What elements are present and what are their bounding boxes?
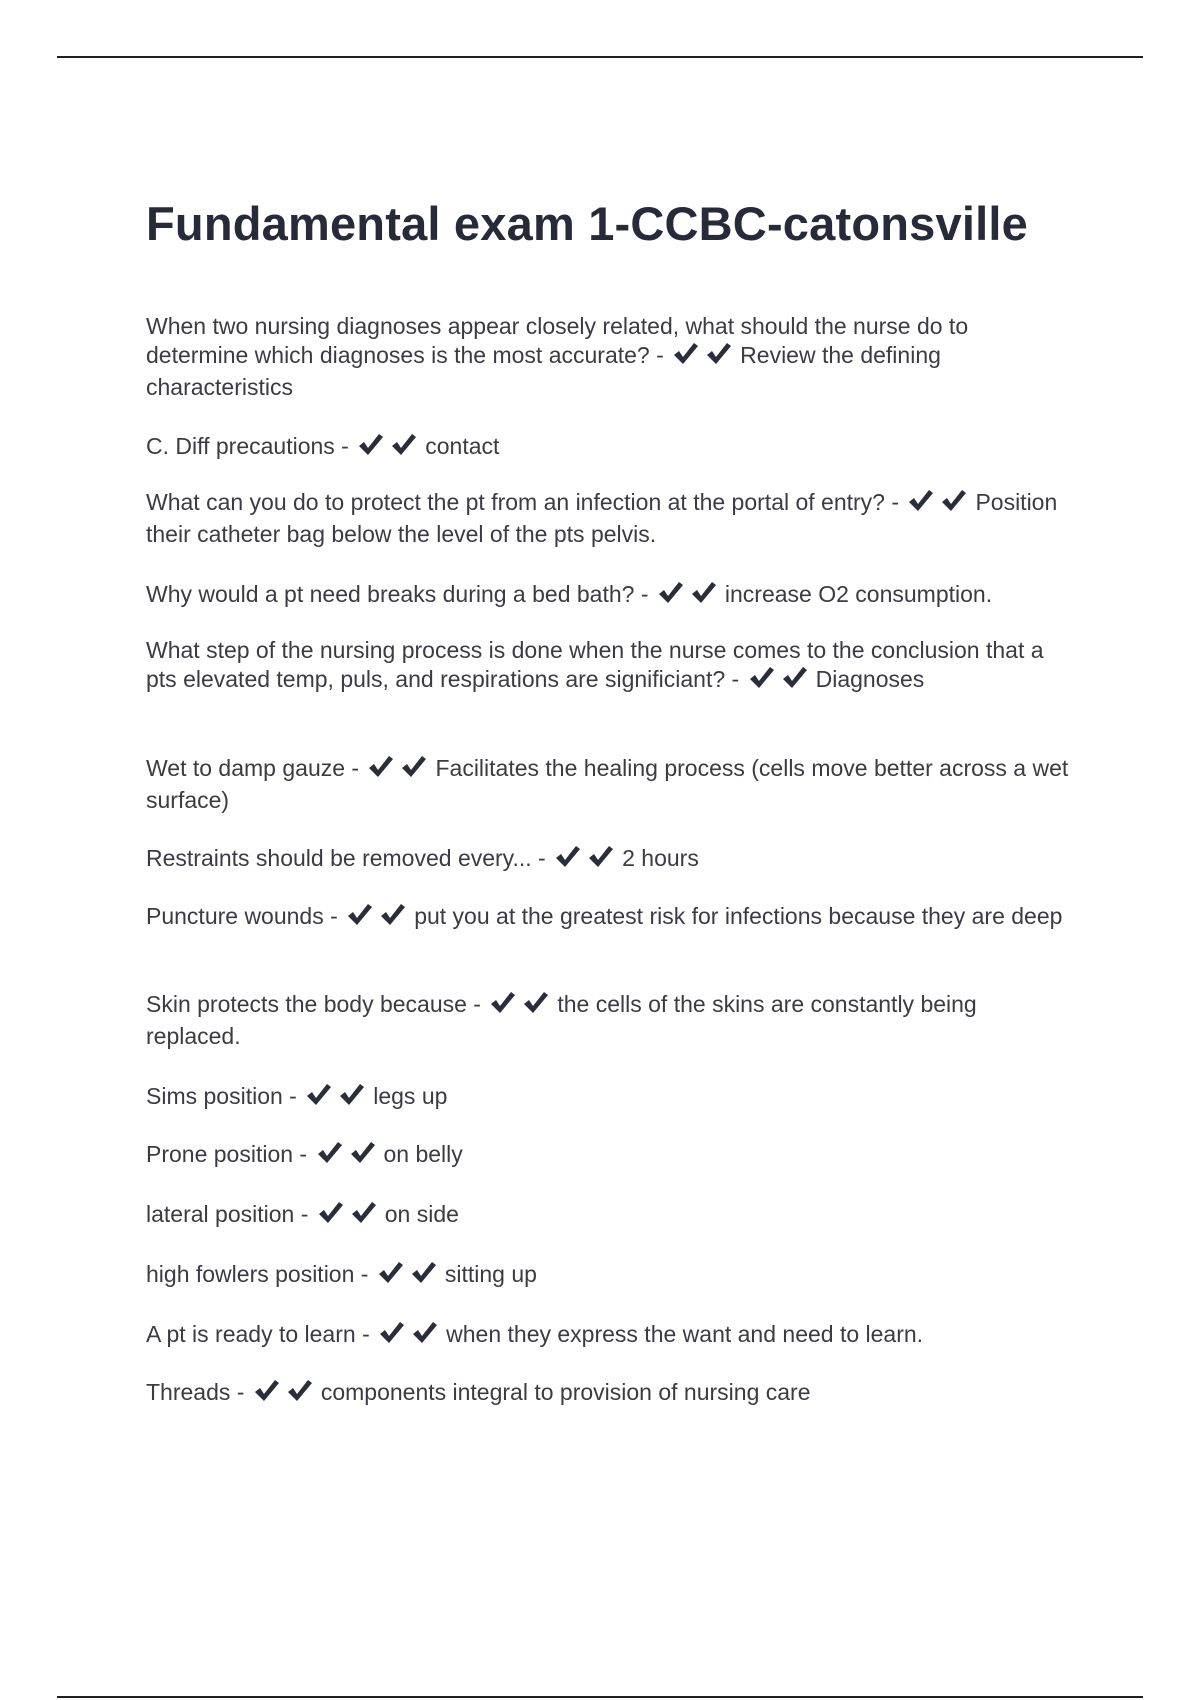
question-text: C. Diff precautions	[146, 433, 335, 459]
check-mark-icon	[379, 903, 406, 927]
qa-item	[146, 1140, 1076, 1172]
answer-checks	[554, 845, 620, 876]
check-mark-icon	[554, 845, 581, 869]
check-mark-icon	[377, 1261, 404, 1285]
answer-checks	[253, 1379, 319, 1410]
answer-text: when they express the want and need to learn.	[446, 1321, 924, 1347]
qa-item	[146, 488, 1076, 549]
answer-text: the cells of the skins are constantly being replaced.	[146, 991, 977, 1049]
separator: -	[531, 845, 553, 871]
check-mark-icon	[522, 991, 549, 1015]
question-text: Why would a pt need breaks during a bed bath?	[146, 581, 635, 607]
question-text: A pt is ready to learn	[146, 1321, 356, 1347]
answer-text: components integral to provision of nursing care	[320, 1379, 811, 1405]
qa-item	[146, 312, 1076, 402]
question-text: Restraints should be removed every...	[146, 845, 532, 871]
question-text: When two nursing diagnoses appear closely related, what should the nurse do to determine which diagnoses is the most accurate?	[146, 313, 969, 368]
answer-text: on side	[384, 1201, 459, 1227]
check-mark-icon	[350, 1201, 377, 1225]
answer-checks	[346, 903, 412, 934]
answer-checks	[317, 1201, 383, 1232]
qa-item	[146, 1200, 1076, 1232]
check-mark-icon	[940, 489, 967, 513]
qa-item	[146, 844, 1076, 876]
answer-text: 2 hours	[622, 845, 699, 871]
check-mark-icon	[367, 755, 394, 779]
question-text: Threads	[146, 1379, 231, 1405]
question-text: Sims position	[146, 1083, 283, 1109]
check-mark-icon	[317, 1201, 344, 1225]
check-mark-icon	[672, 342, 699, 366]
check-mark-icon	[316, 1141, 343, 1165]
question-text: Puncture wounds	[146, 903, 324, 929]
separator: -	[649, 342, 671, 368]
answer-checks	[377, 1261, 443, 1292]
check-mark-icon	[489, 991, 516, 1015]
answer-checks	[907, 489, 973, 520]
separator: -	[282, 1083, 304, 1109]
answer-checks	[748, 666, 814, 697]
check-mark-icon	[286, 1379, 313, 1403]
separator: -	[355, 1321, 377, 1347]
check-mark-icon	[390, 433, 417, 457]
check-mark-icon	[411, 1321, 438, 1345]
check-mark-icon	[657, 581, 684, 605]
check-mark-icon	[357, 433, 384, 457]
separator: -	[725, 666, 746, 692]
qa-item	[146, 1082, 1076, 1114]
top-rule	[57, 56, 1143, 58]
check-mark-icon	[907, 489, 934, 513]
answer-text: put you at the greatest risk for infections because they are deep	[414, 903, 1063, 929]
qa-item	[146, 902, 1076, 934]
check-mark-icon	[400, 755, 427, 779]
check-mark-icon	[781, 666, 808, 690]
answer-text: legs up	[373, 1083, 448, 1109]
qa-item	[146, 636, 1076, 697]
separator: -	[634, 581, 655, 607]
question-text: Skin protects the body because	[146, 991, 467, 1017]
answer-text: Review the defining characteristics	[146, 342, 941, 400]
check-mark-icon	[338, 1083, 365, 1107]
qa-item	[146, 580, 1076, 612]
question-text: What can you do to protect the pt from an infection at the portal of entry?	[146, 489, 885, 515]
answer-checks	[378, 1321, 444, 1352]
separator: -	[884, 489, 906, 515]
qa-item	[146, 432, 1076, 464]
question-text: Wet to damp gauze	[146, 755, 346, 781]
answer-text: increase O2 consumption.	[724, 581, 993, 607]
answer-text: on belly	[383, 1141, 463, 1167]
answer-checks	[657, 581, 723, 612]
check-mark-icon	[253, 1379, 280, 1403]
answer-checks	[367, 755, 433, 786]
check-mark-icon	[587, 845, 614, 869]
check-mark-icon	[690, 581, 717, 605]
check-mark-icon	[748, 666, 775, 690]
check-mark-icon	[305, 1083, 332, 1107]
check-mark-icon	[349, 1141, 376, 1165]
answer-text: Position their catheter bag below the level of the pts pelvis.	[146, 489, 1058, 547]
check-mark-icon	[705, 342, 732, 366]
answer-text: Facilitates the healing process (cells move better across a wet surface)	[146, 755, 1069, 813]
answer-checks	[305, 1083, 371, 1114]
qa-item	[146, 1378, 1076, 1410]
answer-text: Diagnoses	[815, 666, 925, 692]
check-mark-icon	[346, 903, 373, 927]
answer-checks	[672, 342, 738, 373]
qa-item	[146, 1320, 1076, 1352]
answer-text: sitting up	[444, 1261, 537, 1287]
separator: -	[230, 1379, 251, 1405]
check-mark-icon	[378, 1321, 405, 1345]
separator: -	[293, 1141, 314, 1167]
qa-item	[146, 990, 1076, 1051]
separator: -	[466, 991, 488, 1017]
separator: -	[345, 755, 366, 781]
qa-item	[146, 1260, 1076, 1292]
question-text: Prone position	[146, 1141, 294, 1167]
question-text: lateral position	[146, 1201, 295, 1227]
answer-checks	[316, 1141, 382, 1172]
separator: -	[294, 1201, 315, 1227]
separator: -	[334, 433, 356, 459]
check-mark-icon	[410, 1261, 437, 1285]
answer-checks	[357, 433, 423, 464]
question-text: high fowlers position	[146, 1261, 355, 1287]
page-title: Fundamental exam 1-CCBC-catonsville	[146, 197, 1028, 250]
question-text: What step of the nursing process is done when the nurse comes to the conclusion that a pts elevated temp, puls, and respirations are significiant?	[146, 637, 1044, 692]
qa-item	[146, 754, 1076, 815]
answer-checks	[489, 991, 555, 1022]
separator: -	[354, 1261, 375, 1287]
separator: -	[323, 903, 345, 929]
bottom-rule	[57, 1696, 1143, 1698]
answer-text: contact	[425, 433, 500, 459]
